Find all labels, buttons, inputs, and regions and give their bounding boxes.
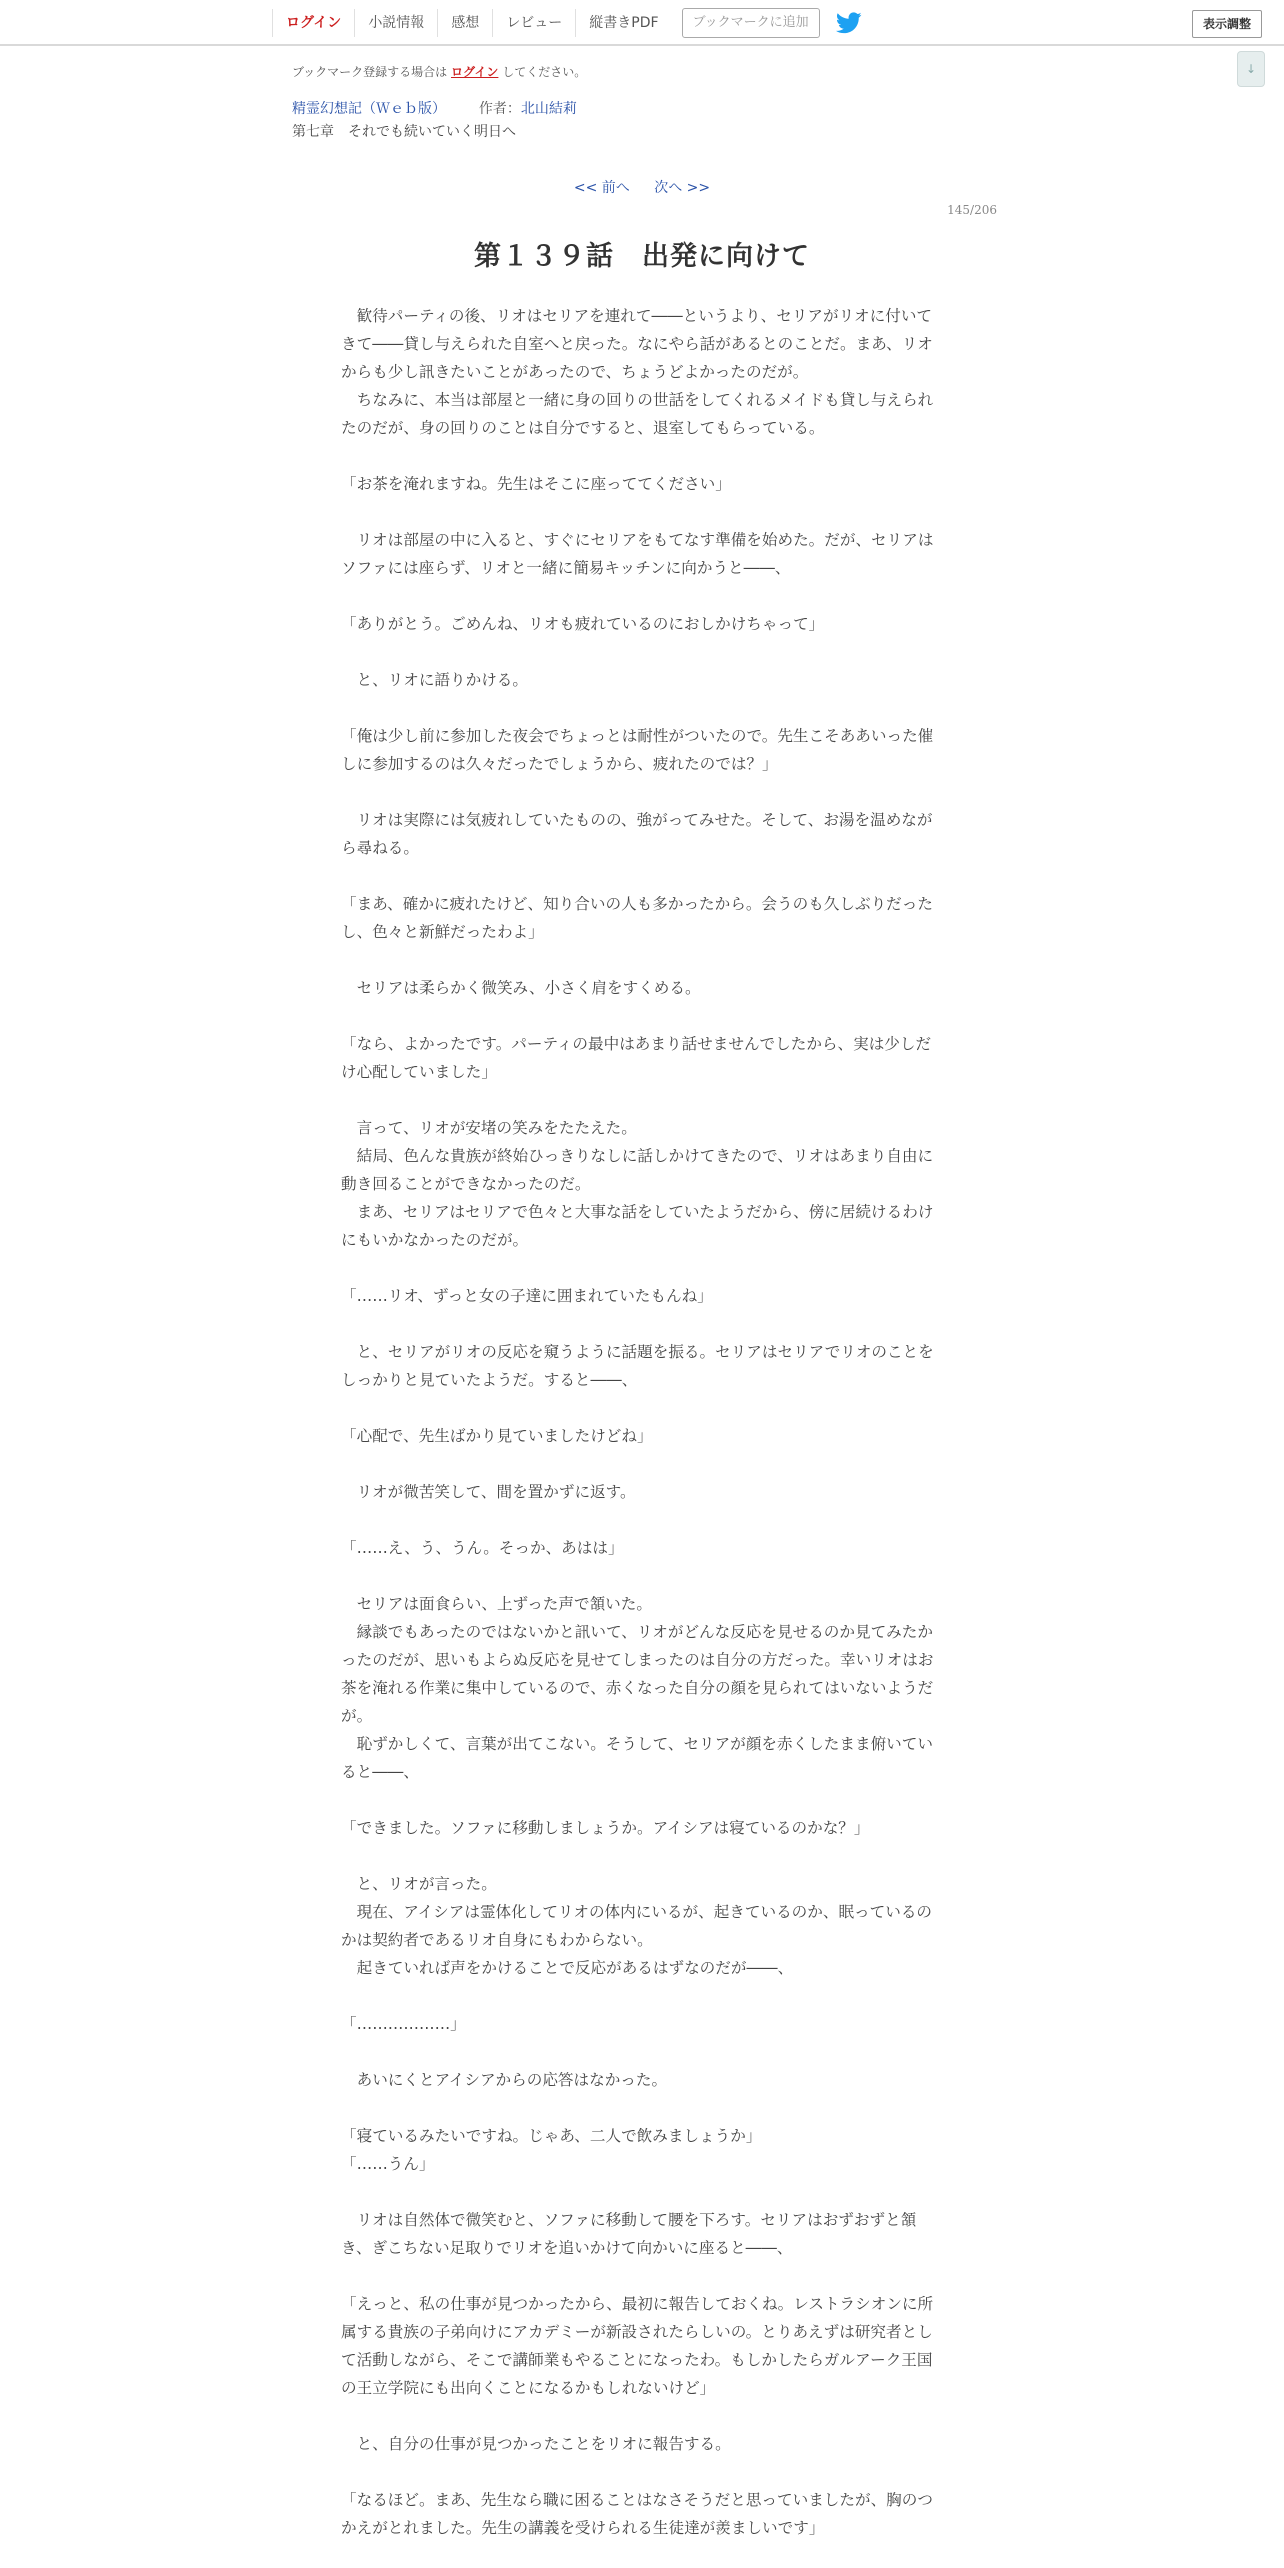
novel-body <box>341 302 941 2542</box>
series-title-link[interactable]: 精霊幻想記（Ｗｅｂ版） <box>292 101 446 117</box>
review-link[interactable]: レビュー <box>492 9 575 37</box>
body-paragraph: と、リオが言った。 <box>341 1875 497 1893</box>
body-paragraph <box>341 1562 941 1590</box>
body-paragraph <box>341 2178 941 2206</box>
series-info <box>292 98 577 118</box>
body-paragraph: と、リオに語りかける。 <box>341 671 528 689</box>
body-paragraph: 「………………」 <box>341 2015 466 2033</box>
body-paragraph: と、自分の仕事が見つかったことをリオに報告する。 <box>341 2435 731 2453</box>
body-paragraph <box>341 1506 941 1534</box>
body-paragraph <box>341 1254 941 1282</box>
body-paragraph <box>341 1786 941 1814</box>
notice-suffix: してください。 <box>502 65 587 79</box>
body-paragraph: リオは自然体で微笑むと、ソファに移動して腰を下ろす。セリアはおずおずと頷き、ぎこちない足取りでリオを追いかけて向かいに座ると――、 <box>341 2211 917 2257</box>
novel-info-link[interactable]: 小説情報 <box>354 9 437 37</box>
episode-pager <box>0 177 1284 197</box>
body-paragraph <box>341 2038 941 2066</box>
body-paragraph: セリアは柔らかく微笑み、小さく肩をすくめる。 <box>341 979 701 997</box>
body-paragraph: 「ありがとう。ごめんね、リオも疲れているのにおしかけちゃって」 <box>341 615 825 633</box>
body-paragraph: 起きていれば声をかけることで反応があるはずなのだが――、 <box>341 1959 794 1977</box>
scroll-down-tab[interactable]: ↓ <box>1237 51 1265 87</box>
body-paragraph: まあ、セリアはセリアで色々と大事な話をしていたようだから、傍に居続けるわけにもいかなかったのだが。 <box>341 1203 934 1249</box>
body-paragraph <box>341 1982 941 2010</box>
body-paragraph <box>341 694 941 722</box>
episode-count: 145/206 <box>947 203 997 217</box>
vertical-pdf-link[interactable]: 縦書きPDF <box>575 9 671 37</box>
body-paragraph <box>341 1310 941 1338</box>
notice-prefix: ブックマーク登録する場合は <box>292 65 448 79</box>
top-bar <box>0 0 1284 46</box>
body-paragraph: あいにくとアイシアからの応答はなかった。 <box>341 2071 668 2089</box>
body-paragraph <box>341 1002 941 1030</box>
impressions-link[interactable]: 感想 <box>437 9 492 37</box>
body-paragraph: と、セリアがリオの反応を窺うように話題を振る。セリアはセリアでリオのことをしっかりと見ていたようだ。すると――、 <box>341 1343 934 1389</box>
body-paragraph: 言って、リオが安堵の笑みをたたえた。 <box>341 1119 637 1137</box>
body-paragraph <box>341 2402 941 2430</box>
body-paragraph <box>341 2262 941 2290</box>
body-paragraph: 結局、色んな貴族が終始ひっきりなしに話しかけてきたので、リオはあまり自由に動き回ることができなかったのだ。 <box>341 1147 934 1193</box>
body-paragraph <box>341 1086 941 1114</box>
chapter-title: 第七章 それでも続いていく明日へ <box>292 124 516 140</box>
login-link[interactable]: ログイン <box>272 9 354 37</box>
body-paragraph: リオは実際には気疲れしていたものの、強がってみせた。そして、お湯を温めながら尋ねる。 <box>341 811 933 857</box>
body-paragraph <box>341 582 941 610</box>
prev-episode-link[interactable]: << 前へ <box>573 180 630 196</box>
episode-title: 第１３９話 出発に向けて <box>474 241 810 272</box>
body-paragraph <box>341 1842 941 1870</box>
body-paragraph <box>341 498 941 526</box>
body-paragraph <box>341 1394 941 1422</box>
body-paragraph: 「……リオ、ずっと女の子達に囲まれていたもんね」 <box>341 1287 713 1305</box>
body-paragraph: 「……うん」 <box>341 2155 435 2173</box>
body-paragraph: 「俺は少し前に参加した夜会でちょっとは耐性がついたので。先生こそああいった催しに参加するのは久々だったでしょうから、疲れたのでは？」 <box>341 727 934 773</box>
top-nav <box>272 0 862 46</box>
body-paragraph: 「寝ているみたいですね。じゃあ、二人で飲みましょうか」 <box>341 2127 762 2145</box>
body-paragraph <box>341 778 941 806</box>
body-paragraph <box>341 2458 941 2486</box>
body-paragraph <box>341 946 941 974</box>
body-paragraph: 現在、アイシアは霊体化してリオの体内にいるが、起きているのか、眠っているのかは契約者であるリオ自身にもわからない。 <box>341 1903 933 1949</box>
body-paragraph: 「なるほど。まあ、先生なら職に困ることはなさそうだと思っていましたが、胸のつかえがとれました。先生の講義を受けられる生徒達が羨ましいです」 <box>341 2491 933 2537</box>
body-paragraph <box>341 638 941 666</box>
body-paragraph: 「えっと、私の仕事が見つかったから、最初に報告しておくね。レストラシオンに所属する貴族の子弟向けにアカデミーが新設されたらしいの。とりあえずは研究者として活動しながら、そこで講師業もやることになったわ。もしかしたらガルアーク王国の王立学院にも出向くことになるかもしれないけど」 <box>341 2295 934 2397</box>
body-paragraph: 「……え、う、うん。そっか、あはは」 <box>341 1539 624 1557</box>
next-episode-link[interactable]: 次へ >> <box>654 180 711 196</box>
body-paragraph <box>341 1450 941 1478</box>
author-link[interactable]: 北山結莉 <box>520 101 577 117</box>
body-paragraph <box>341 2094 941 2122</box>
body-paragraph: 恥ずかしくて、言葉が出てこない。そうして、セリアが顔を赤くしたまま俯いていると――、 <box>341 1735 933 1781</box>
body-paragraph: ちなみに、本当は部屋と一緒に身の回りの世話をしてくれるメイドも貸し与えられたのだが、身の回りのことは自分ですると、退室してもらっている。 <box>341 391 934 437</box>
body-paragraph: 縁談でもあったのではないかと訊いて、リオがどんな反応を見せるのか見てみたかったのだが、思いもよらぬ反応を見せてしまったのは自分の方だった。幸いリオはお茶を淹れる作業に集中しているので、赤くなった自分の顔を見られてはいないようだが。 <box>341 1623 934 1725</box>
author-label: 作者： <box>478 101 521 117</box>
body-paragraph: 「お茶を淹れますね。先生はそこに座っててください」 <box>341 475 731 493</box>
body-paragraph: リオは部屋の中に入ると、すぐにセリアをもてなす準備を始めた。だが、セリアはソファには座らず、リオと一緒に簡易キッチンに向かうと――、 <box>341 531 934 577</box>
notice-login-link[interactable]: ログイン <box>451 65 499 79</box>
body-paragraph: 歓待パーティの後、リオはセリアを連れて――というより、セリアがリオに付いてきて――貸し与えられた自室へと戻った。なにやら話があるとのことだ。まあ、リオからも少し訊きたいことがあったので、ちょうどよかったのだが。 <box>341 307 933 381</box>
display-settings-button[interactable]: 表示調整 <box>1192 10 1262 38</box>
body-paragraph <box>341 862 941 890</box>
body-paragraph: セリアは面食らい、上ずった声で頷いた。 <box>341 1595 652 1613</box>
bookmark-login-notice <box>292 63 586 80</box>
body-paragraph: 「なら、よかったです。パーティの最中はあまり話せませんでしたから、実は少しだけ心配していました」 <box>341 1035 932 1081</box>
body-paragraph: リオが微苦笑して、間を置かずに返す。 <box>341 1483 636 1501</box>
body-paragraph: 「まあ、確かに疲れたけど、知り合いの人も多かったから。会うのも久しぶりだったし、色々と新鮮だったわよ」 <box>341 895 933 941</box>
body-paragraph <box>341 442 941 470</box>
twitter-bird-icon[interactable] <box>836 12 862 34</box>
body-paragraph: 「心配で、先生ばかり見ていましたけどね」 <box>341 1427 653 1445</box>
body-paragraph: 「できました。ソファに移動しましょうか。アイシアは寝ているのかな？」 <box>341 1819 870 1837</box>
add-bookmark-button[interactable]: ブックマークに追加 <box>682 8 820 38</box>
